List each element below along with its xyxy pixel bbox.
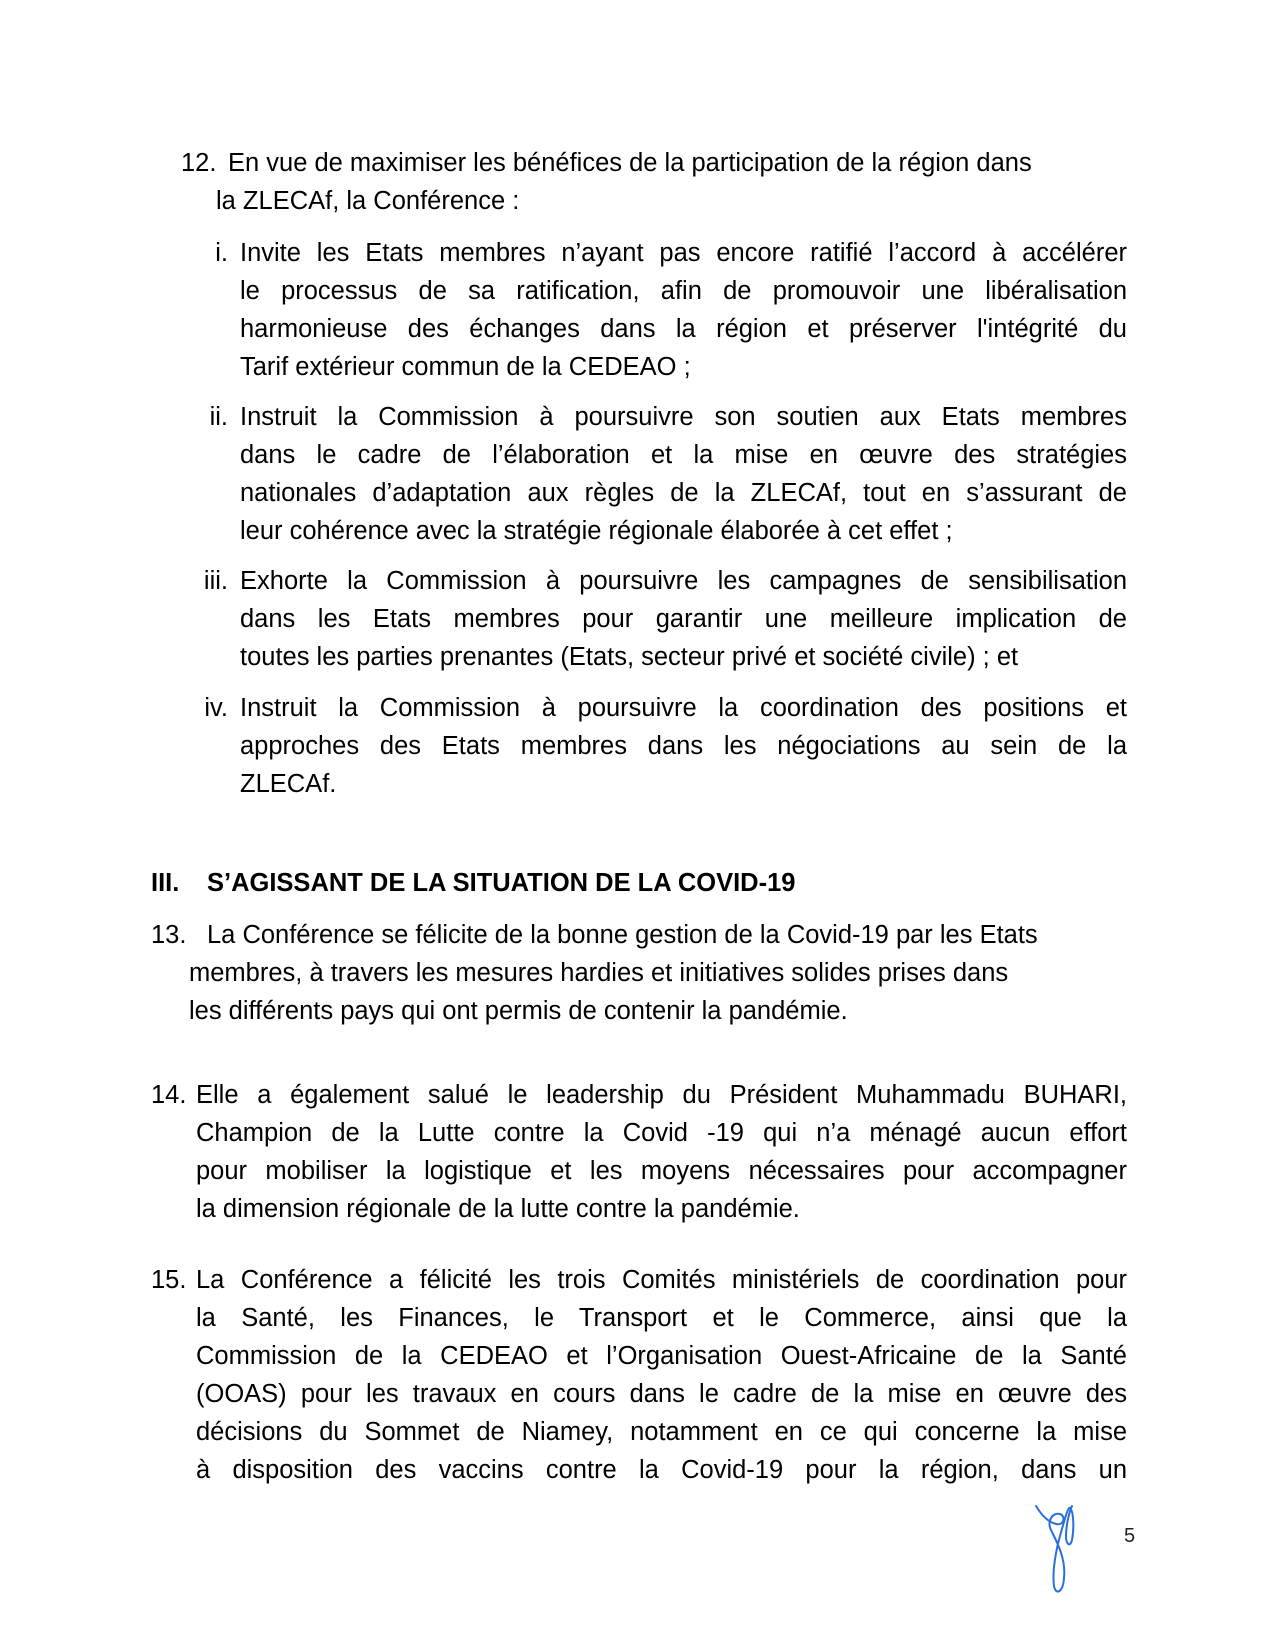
list-line: leur cohérence avec la stratégie régionale élaborée à cet effet ; [240,517,953,545]
section-title: S’AGISSANT DE LA SITUATION DE LA COVID-19 [207,869,796,897]
list-line: Tarif extérieur commun de la CEDEAO ; [240,353,691,381]
list-numeral: iii. [203,567,228,595]
paragraph-line: la dimension régionale de la lutte contre la pandémie. [196,1195,800,1223]
page-number: 5 [1124,1525,1136,1547]
list-line: Exhorte la Commission à poursuivre les campagnes de sensibilisation [240,567,1127,595]
list-numeral: i. [215,239,228,267]
list-line: harmonieuse des échanges dans la région et préserver l'intégrité du [240,315,1127,343]
paragraph-number: 14. [151,1081,187,1109]
paragraph-line: la Santé, les Finances, le Transport et le Commerce, ainsi que la [196,1304,1127,1332]
paragraph-number: 13. [151,921,187,949]
list-line: Instruit la Commission à poursuivre son soutien aux Etats membres [240,403,1127,431]
list-numeral: ii. [209,403,228,431]
section-numeral: III. [151,869,180,897]
list-line: toutes les parties prenantes (Etats, secteur privé et société civile) ; et [240,643,1019,671]
signature-icon [1030,1500,1090,1600]
paragraph-number: 12. [181,149,217,177]
paragraph-line: Elle a également salué le leadership du Président Muhammadu BUHARI, [196,1081,1127,1109]
paragraph-line: décisions du Sommet de Niamey, notamment en ce qui concerne la mise [196,1418,1127,1446]
list-line: dans les Etats membres pour garantir une meilleure implication de [240,605,1127,633]
paragraph-line: la ZLECAf, la Conférence : [216,187,520,215]
paragraph-line: En vue de maximiser les bénéfices de la participation de la région dans [228,149,1032,177]
list-line: le processus de sa ratification, afin de promouvoir une libéralisation [240,277,1127,305]
paragraph-line: à disposition des vaccins contre la Covid-19 pour la région, dans un [196,1456,1127,1484]
list-line: nationales d’adaptation aux règles de la ZLECAf, tout en s’assurant de [240,479,1127,507]
paragraph-line: membres, à travers les mesures hardies et initiatives solides prises dans [189,959,1009,987]
list-line: Invite les Etats membres n’ayant pas encore ratifié l’accord à accélérer [240,239,1127,267]
paragraph-line: pour mobiliser la logistique et les moyens nécessaires pour accompagner [196,1157,1127,1185]
list-line: ZLECAf. [240,770,337,798]
paragraph-line: Champion de la Lutte contre la Covid -19 qui n’a ménagé aucun effort [196,1119,1127,1147]
list-line: Instruit la Commission à poursuivre la coordination des positions et [240,694,1127,722]
list-numeral: iv. [204,694,228,722]
paragraph-line: Commission de la CEDEAO et l’Organisation Ouest-Africaine de la Santé [196,1342,1127,1370]
paragraph-line: La Conférence a félicité les trois Comités ministériels de coordination pour [196,1266,1127,1294]
paragraph-line: (OOAS) pour les travaux en cours dans le cadre de la mise en œuvre des [196,1380,1127,1408]
list-line: approches des Etats membres dans les négociations au sein de la [240,732,1127,760]
paragraph-number: 15. [151,1266,187,1294]
paragraph-line: les différents pays qui ont permis de contenir la pandémie. [189,997,848,1025]
list-line: dans le cadre de l’élaboration et la mise en œuvre des stratégies [240,441,1127,469]
paragraph-line: La Conférence se félicite de la bonne gestion de la Covid-19 par les Etats [207,921,1038,949]
